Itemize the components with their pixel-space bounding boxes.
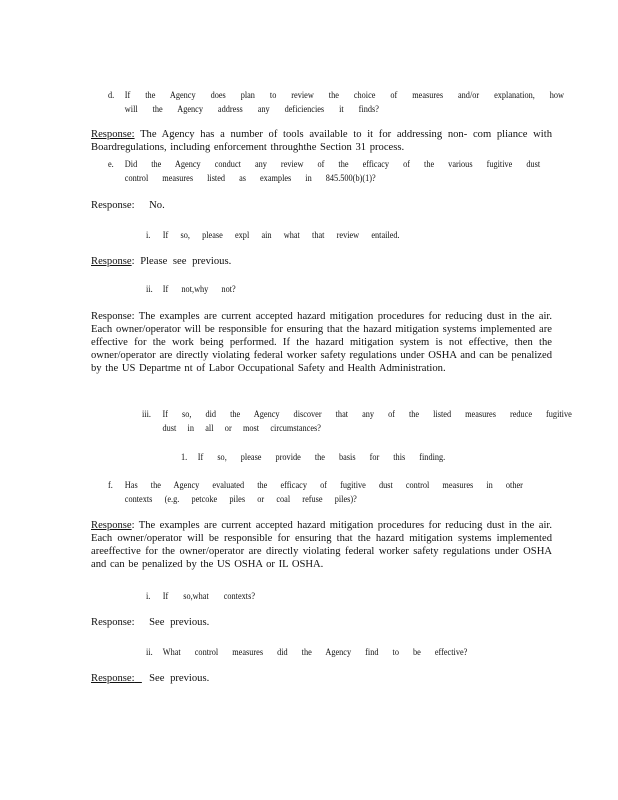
response-label: Response bbox=[91, 311, 132, 322]
response-text: The Agency has a number of tools available to it for addressing non- com pliance with Boardregulations, including enforcement throughthe Section 31 process. bbox=[91, 129, 552, 153]
response-f-i bbox=[91, 616, 552, 629]
response-e-i bbox=[91, 255, 552, 268]
question-e: e. Did the Agency conduct any review of the efficacy of the various fugitive dust control measures listed as examples in 845.500(b)(1)? bbox=[108, 159, 541, 183]
response-text: See previous. bbox=[149, 617, 210, 628]
response-text: : The examples are current accepted hazard mitigation procedures for reducing dust in the air. Each owner/operator will be responsible for ensuring that the hazard mitigation systems implemented are effective for the work being performed. If the hazard mitigation system is not effective, then the owner/operator are directly violating federal worker safety regulations under OSHA and can be penalized by the US Departme nt of Labor Occupational Safety and Health Administration. bbox=[91, 311, 552, 374]
response-text: No. bbox=[149, 200, 165, 211]
response-label: Response: bbox=[91, 200, 135, 211]
question-e-ii: ii. If not,why not? bbox=[146, 284, 236, 294]
response-f-ii bbox=[91, 672, 552, 685]
response-e bbox=[91, 199, 552, 212]
response-label: Response bbox=[91, 256, 132, 267]
response-e-ii bbox=[91, 310, 552, 375]
question-f: f. Has the Agency evaluated the efficacy of fugitive dust control measures in other contexts (e.g. petcoke piles or coal refuse piles)? bbox=[108, 480, 523, 504]
question-d: d. If the Agency does plan to review the choice of measures and/or explanation, how will the Agency address any deficiencies it finds? bbox=[108, 90, 565, 114]
response-text: See previous. bbox=[149, 673, 210, 684]
response-label: Response bbox=[91, 520, 132, 531]
response-text: : The examples are current accepted hazard mitigation procedures for reducing dust in the air. Each owner/operator will be responsible for ensuring that the hazard mitigation systems implemented areeffective for the owner/operator are directly violating federal worker safety regulations under OSHA and can be penalized by the US OSHA or IL OSHA. bbox=[91, 520, 552, 570]
question-e-i: i. If so, please expl ain what that review entailed. bbox=[146, 230, 400, 240]
question-e-iii-1: 1. If so, please provide the basis for this finding. bbox=[181, 452, 446, 462]
response-d bbox=[91, 128, 552, 154]
response-label: Response: bbox=[91, 673, 135, 684]
question-f-ii: ii. What control measures did the Agency find to be effective? bbox=[146, 647, 468, 657]
response-label: Response: bbox=[91, 129, 135, 140]
question-e-iii: iii. If so, did the Agency discover that any of the listed measures reduce fugitive dust in all or most circumstances? bbox=[142, 409, 572, 433]
response-label: Response: bbox=[91, 617, 135, 628]
question-f-i: i. If so,what contexts? bbox=[146, 591, 256, 601]
response-f bbox=[91, 519, 552, 571]
response-text: : Please see previous. bbox=[131, 256, 232, 267]
